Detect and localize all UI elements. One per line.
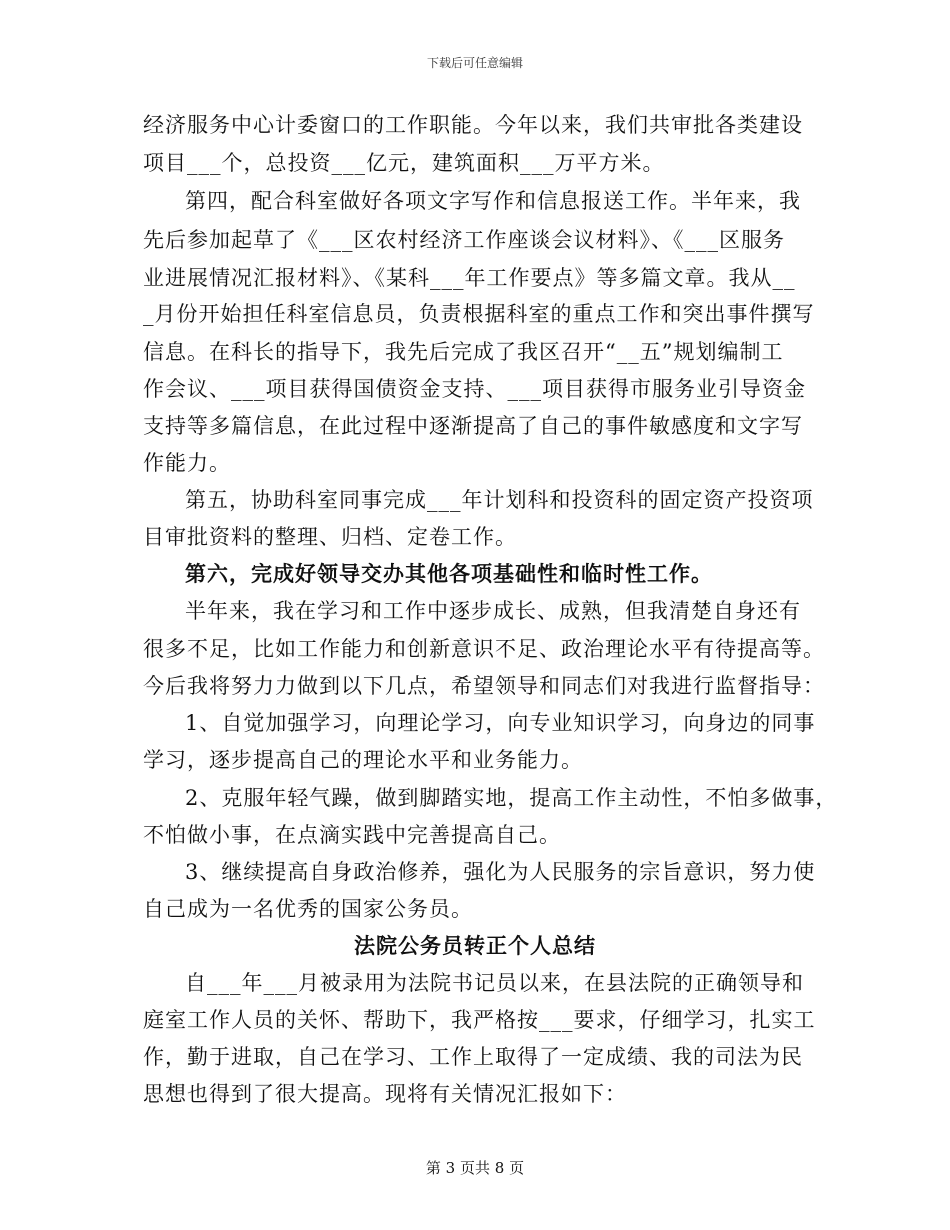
paragraph-line: 经济服务中心计委窗口的工作职能。今年以来，我们共审批各类建设 — [143, 113, 803, 137]
list-item: 2、克服年轻气躁，做到脚踏实地，提高工作主动性，不怕多做事， — [185, 786, 838, 810]
paragraph-line: 支持等多篇信息，在此过程中逐渐提高了自己的事件敏感度和文字写 — [143, 414, 803, 438]
paragraph-line: _月份开始担任科室信息员，负责根据科室的重点工作和突出事件撰写 — [143, 302, 815, 326]
section-heading: 第六，完成好领导交办其他各项基础性和临时性工作。 — [185, 561, 713, 586]
paragraph-line: 作，勤于进取，自己在学习、工作上取得了一定成绩、我的司法为民 — [143, 1045, 803, 1069]
paragraph-line: 庭室工作人员的关怀、帮助下，我严格按___要求，仔细学习，扎实工 — [143, 1008, 816, 1032]
paragraph-line: 业进展情况汇报材料》、《某科___年工作要点》等多篇文章。我从__ — [143, 266, 796, 290]
paragraph-line: 思想也得到了很大提高。现将有关情况汇报如下： — [143, 1082, 627, 1106]
page-header: 下载后可任意编辑 — [426, 56, 523, 70]
paragraph-line: 第五，协助科室同事完成___年计划科和投资科的固定资产投资项 — [185, 488, 814, 512]
list-item: 3、继续提高自身政治修养，强化为人民服务的宗旨意识，努力使 — [185, 860, 816, 884]
page-footer: 第 3 页共 8 页 — [425, 1159, 525, 1177]
paragraph-line: 自己成为一名优秀的国家公务员。 — [143, 897, 473, 921]
section-title: 法院公务员转正个人总结 — [354, 933, 596, 958]
paragraph-line: 第四，配合科室做好各项文字写作和信息报送工作。半年来，我 — [185, 189, 801, 213]
paragraph-line: 自___年___月被录用为法院书记员以来，在县法院的正确领导和 — [185, 971, 804, 995]
paragraph-line: 很多不足，比如工作能力和创新意识不足、政治理论水平有待提高等。 — [143, 637, 825, 661]
paragraph-line: 今后我将努力力做到以下几点，希望领导和同志们对我进行监督指导： — [143, 674, 825, 698]
list-item: 1、自觉加强学习，向理论学习，向专业知识学习，向身边的同事 — [185, 711, 816, 735]
paragraph-line: 项目___个，总投资___亿元，建筑面积___万平方米。 — [143, 151, 665, 175]
paragraph-line: 信息。在科长的指导下，我先后完成了我区召开“__五”规划编制工 — [143, 340, 784, 364]
paragraph-line: 半年来，我在学习和工作中逐步成长、成熟，但我清楚自身还有 — [185, 599, 801, 623]
paragraph-line: 目审批资料的整理、归档、定卷工作。 — [143, 525, 517, 549]
paragraph-line: 学习，逐步提高自己的理论水平和业务能力。 — [143, 748, 583, 772]
paragraph-line: 作会议、___项目获得国债资金支持、___项目获得市服务业引导资金 — [143, 377, 806, 401]
paragraph-line: 不怕做小事，在点滴实践中完善提高自己。 — [143, 823, 561, 847]
paragraph-line: 作能力。 — [143, 451, 231, 475]
paragraph-line: 先后参加起草了《___区农村经济工作座谈会议材料》、《___区服务 — [143, 228, 785, 252]
